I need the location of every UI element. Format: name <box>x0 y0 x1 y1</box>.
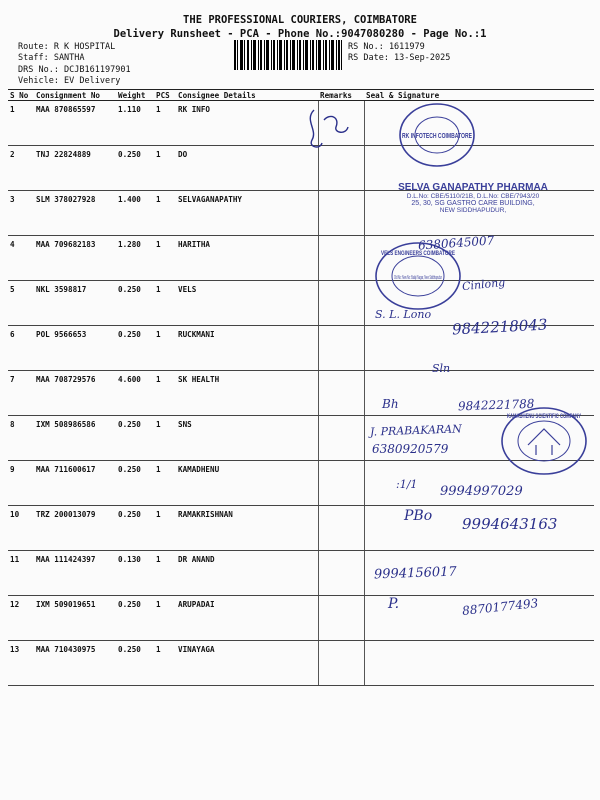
cell-weight: 0.250 <box>116 326 154 371</box>
col-weight: Weight <box>116 90 154 101</box>
selva-stamp-line1: D.L.No: CBE/5110/21B, D.L.No: CBE/7943/20 <box>406 193 540 200</box>
cell-sno: 12 <box>8 596 34 641</box>
cell-weight: 0.250 <box>116 281 154 326</box>
cell-pcs: 1 <box>154 416 176 461</box>
cell-consignee: DR ANAND <box>176 551 318 596</box>
cell-pcs: 1 <box>154 506 176 551</box>
cell-consignment: NKL 3598817 <box>34 281 116 326</box>
rk-infotech-stamp-text: RK INFOTECH COIMBATORE <box>402 133 473 140</box>
cell-consignee: VELS <box>176 281 318 326</box>
staff: Staff: SANTHA <box>18 53 85 63</box>
cell-remarks <box>318 281 364 326</box>
row5-signature: Cinlong <box>461 275 506 294</box>
cell-weight: 0.250 <box>116 416 154 461</box>
cell-consignee: RK INFO <box>176 101 318 146</box>
cell-consignment: MAA 709682183 <box>34 236 116 281</box>
cell-consignee: SNS <box>176 416 318 461</box>
cell-sno: 9 <box>8 461 34 506</box>
cell-sno: 3 <box>8 191 34 236</box>
row7-signature: Sln <box>432 362 451 375</box>
cell-pcs: 1 <box>154 371 176 416</box>
cell-sno: 6 <box>8 326 34 371</box>
cell-pcs: 1 <box>154 461 176 506</box>
col-pcs: PCS <box>154 90 176 101</box>
cell-pcs: 1 <box>154 326 176 371</box>
cell-weight: 1.110 <box>116 101 154 146</box>
cell-remarks <box>318 236 364 281</box>
row12-phone: 9994156017 <box>373 564 457 583</box>
cell-consignee: SK HEALTH <box>176 371 318 416</box>
cell-consignee: DO <box>176 146 318 191</box>
cell-consignment: SLM 378027928 <box>34 191 116 236</box>
cell-consignment: POL 9566653 <box>34 326 116 371</box>
col-consignee: Consignee Details <box>176 90 318 101</box>
cell-weight: 0.250 <box>116 641 154 686</box>
cell-sno: 7 <box>8 371 34 416</box>
cell-pcs: 1 <box>154 551 176 596</box>
cell-remarks <box>318 506 364 551</box>
cell-weight: 0.250 <box>116 596 154 641</box>
cell-weight: 1.400 <box>116 191 154 236</box>
cell-consignment: MAA 710430975 <box>34 641 116 686</box>
cell-remarks <box>318 326 364 371</box>
cell-sno: 8 <box>8 416 34 461</box>
cell-remarks <box>318 461 364 506</box>
cell-weight: 4.600 <box>116 371 154 416</box>
cell-weight: 0.250 <box>116 146 154 191</box>
cell-consignee: HARITHA <box>176 236 318 281</box>
cell-remarks <box>318 596 364 641</box>
cell-consignee: RUCKMANI <box>176 326 318 371</box>
cell-weight: 0.250 <box>116 461 154 506</box>
cell-sno: 4 <box>8 236 34 281</box>
runsheet-subtitle: Delivery Runsheet - PCA - Phone No.:9047080280 - Page No.:1 <box>113 28 487 40</box>
cell-remarks <box>318 371 364 416</box>
table-row <box>8 551 594 596</box>
cell-remarks <box>318 191 364 236</box>
row1-signature <box>300 105 360 155</box>
cell-consignee: ARUPADAI <box>176 596 318 641</box>
cell-sno: 13 <box>8 641 34 686</box>
table-header <box>8 90 594 101</box>
cell-sno: 5 <box>8 281 34 326</box>
row8-phone: 9842221788 <box>457 396 535 414</box>
rs-date: RS Date: 13-Sep-2025 <box>348 53 451 63</box>
cell-weight: 0.250 <box>116 506 154 551</box>
vehicle: Vehicle: EV Delivery <box>18 76 121 86</box>
row9-phone: 6380920579 <box>372 442 449 456</box>
cell-remarks <box>318 641 364 686</box>
row6-phone: 9842218043 <box>451 315 548 339</box>
row9-name: J. PRABAKARAN <box>369 422 462 439</box>
selva-stamp <box>378 182 568 214</box>
rk-infotech-stamp <box>396 100 478 170</box>
row11-signature: PBo <box>404 508 433 524</box>
cell-pcs: 1 <box>154 101 176 146</box>
company-title: THE PROFESSIONAL COURIERS, COIMBATORE <box>183 14 417 26</box>
cell-pcs: 1 <box>154 236 176 281</box>
drs-number: DRS No.: DCJB161197901 <box>18 65 131 75</box>
cell-consignment: MAA 708729576 <box>34 371 116 416</box>
cell-weight: 1.280 <box>116 236 154 281</box>
runsheet-table <box>8 89 594 686</box>
cell-remarks <box>318 416 364 461</box>
cell-sno: 2 <box>8 146 34 191</box>
cell-consignee: RAMAKRISHNAN <box>176 506 318 551</box>
row6-signature: S. L. Lono <box>375 308 432 321</box>
row10-phone: 9994997029 <box>440 484 523 499</box>
vels-stamp-inner: Old No: New No: Balaji Nagar, New Siddhapudur <box>394 275 443 281</box>
col-remarks: Remarks <box>318 90 364 101</box>
cell-sno: 11 <box>8 551 34 596</box>
table-row <box>8 236 594 281</box>
cell-seal-signature <box>364 641 594 686</box>
col-consignment: Consignment No <box>34 90 116 101</box>
cell-pcs: 1 <box>154 596 176 641</box>
cell-pcs: 1 <box>154 281 176 326</box>
cell-pcs: 1 <box>154 191 176 236</box>
cell-consignee: SELVAGANAPATHY <box>176 191 318 236</box>
vels-stamp-text: VELS ENGINEERS COIMBATORE <box>381 250 456 257</box>
route: Route: R K HOSPITAL <box>18 42 116 52</box>
row13-signature: P. <box>388 596 400 612</box>
kamadhenu-stamp <box>498 405 590 477</box>
cell-pcs: 1 <box>154 641 176 686</box>
cell-consignee: KAMADHENU <box>176 461 318 506</box>
kamadhenu-stamp-text: KAMADHENU SCIENTIFIC COMPANY <box>507 414 581 420</box>
cell-consignment: IXM 509019651 <box>34 596 116 641</box>
barcode <box>233 40 343 70</box>
row11-phone: 9994643163 <box>462 515 558 533</box>
row13-phone: 8870177493 <box>461 596 539 618</box>
selva-stamp-line2: 25, 30, SG GASTRO CARE BUILDING, <box>411 200 535 207</box>
cell-sno: 1 <box>8 101 34 146</box>
cell-consignee: VINAYAGA <box>176 641 318 686</box>
selva-stamp-title: SELVA GANAPATHY PHARMAA <box>398 182 548 193</box>
col-sno: S No <box>8 90 34 101</box>
cell-remarks <box>318 551 364 596</box>
cell-consignment: IXM 508986586 <box>34 416 116 461</box>
rs-number: RS No.: 1611979 <box>348 42 425 52</box>
cell-consignment: TRZ 200013079 <box>34 506 116 551</box>
selva-stamp-line3: NEW SIDDHAPUDUR, <box>439 207 507 214</box>
cell-consignment: MAA 870865597 <box>34 101 116 146</box>
cell-sno: 10 <box>8 506 34 551</box>
row10-signature: :1/1 <box>396 478 418 491</box>
row8-signature: Bh <box>382 397 399 411</box>
cell-weight: 0.130 <box>116 551 154 596</box>
table-row <box>8 641 594 686</box>
cell-consignment: MAA 111424397 <box>34 551 116 596</box>
row4-phone: 6380645007 <box>417 233 495 253</box>
cell-pcs: 1 <box>154 146 176 191</box>
cell-consignment: TNJ 22824889 <box>34 146 116 191</box>
cell-consignment: MAA 711600617 <box>34 461 116 506</box>
col-seal-signature: Seal & Signature <box>364 90 594 101</box>
